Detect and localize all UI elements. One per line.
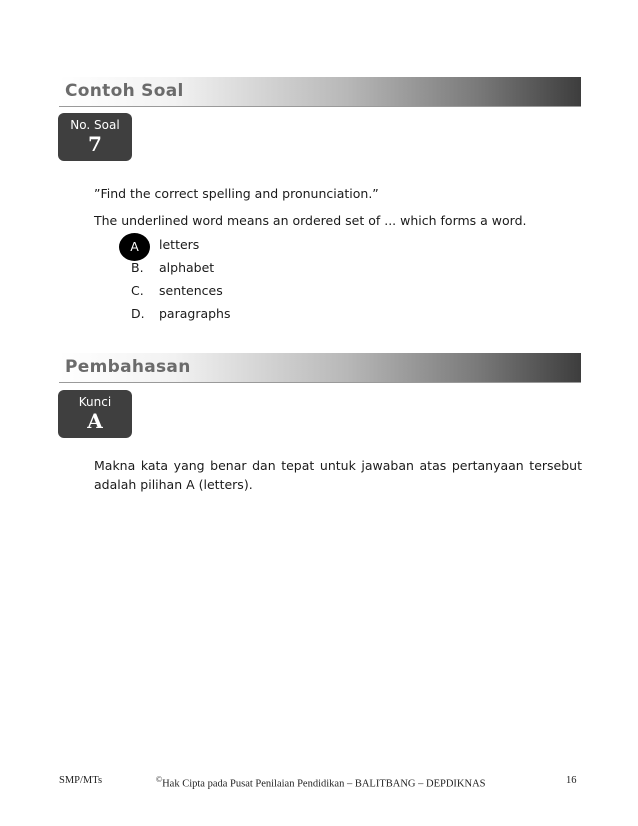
example-section-title: Contoh Soal	[65, 81, 184, 101]
option-c-text: sentences	[159, 283, 223, 298]
discussion-section-banner	[59, 353, 581, 383]
copyright-text: Hak Cipta pada Pusat Penilaian Pendidikan – BALITBANG – DEPDIKNAS	[162, 778, 486, 790]
option-d-letter: D.	[131, 306, 145, 321]
explanation-paragraph: Makna kata yang benar dan tepat untuk jawaban atas pertanyaan tersebut adalah pilihan A (letters).	[94, 458, 582, 492]
option-b-letter: B.	[131, 260, 144, 275]
footer-copyright	[156, 775, 486, 790]
question-number: 7	[88, 132, 102, 156]
question-instruction: ”Find the correct spelling and pronunciation.”	[94, 186, 379, 201]
footer-level: SMP/MTs	[59, 775, 103, 786]
answer-key-badge	[58, 390, 132, 438]
option-a-letter: A	[119, 233, 150, 261]
option-c-letter: C.	[131, 283, 144, 298]
option-a-text: letters	[159, 237, 200, 252]
page-number: 16	[566, 775, 577, 786]
option-d-text: paragraphs	[159, 306, 231, 321]
question-number-badge	[58, 113, 132, 161]
answer-key-value: A	[87, 409, 103, 433]
answer-key-label: Kunci	[78, 395, 112, 409]
question-stem: The underlined word means an ordered set of ... which forms a word.	[94, 213, 527, 228]
example-section-banner	[59, 77, 581, 107]
question-number-label: No. Soal	[70, 118, 120, 132]
copyright-symbol: ©	[156, 775, 163, 784]
discussion-section-title: Pembahasan	[65, 357, 191, 377]
option-b-text: alphabet	[159, 260, 215, 275]
